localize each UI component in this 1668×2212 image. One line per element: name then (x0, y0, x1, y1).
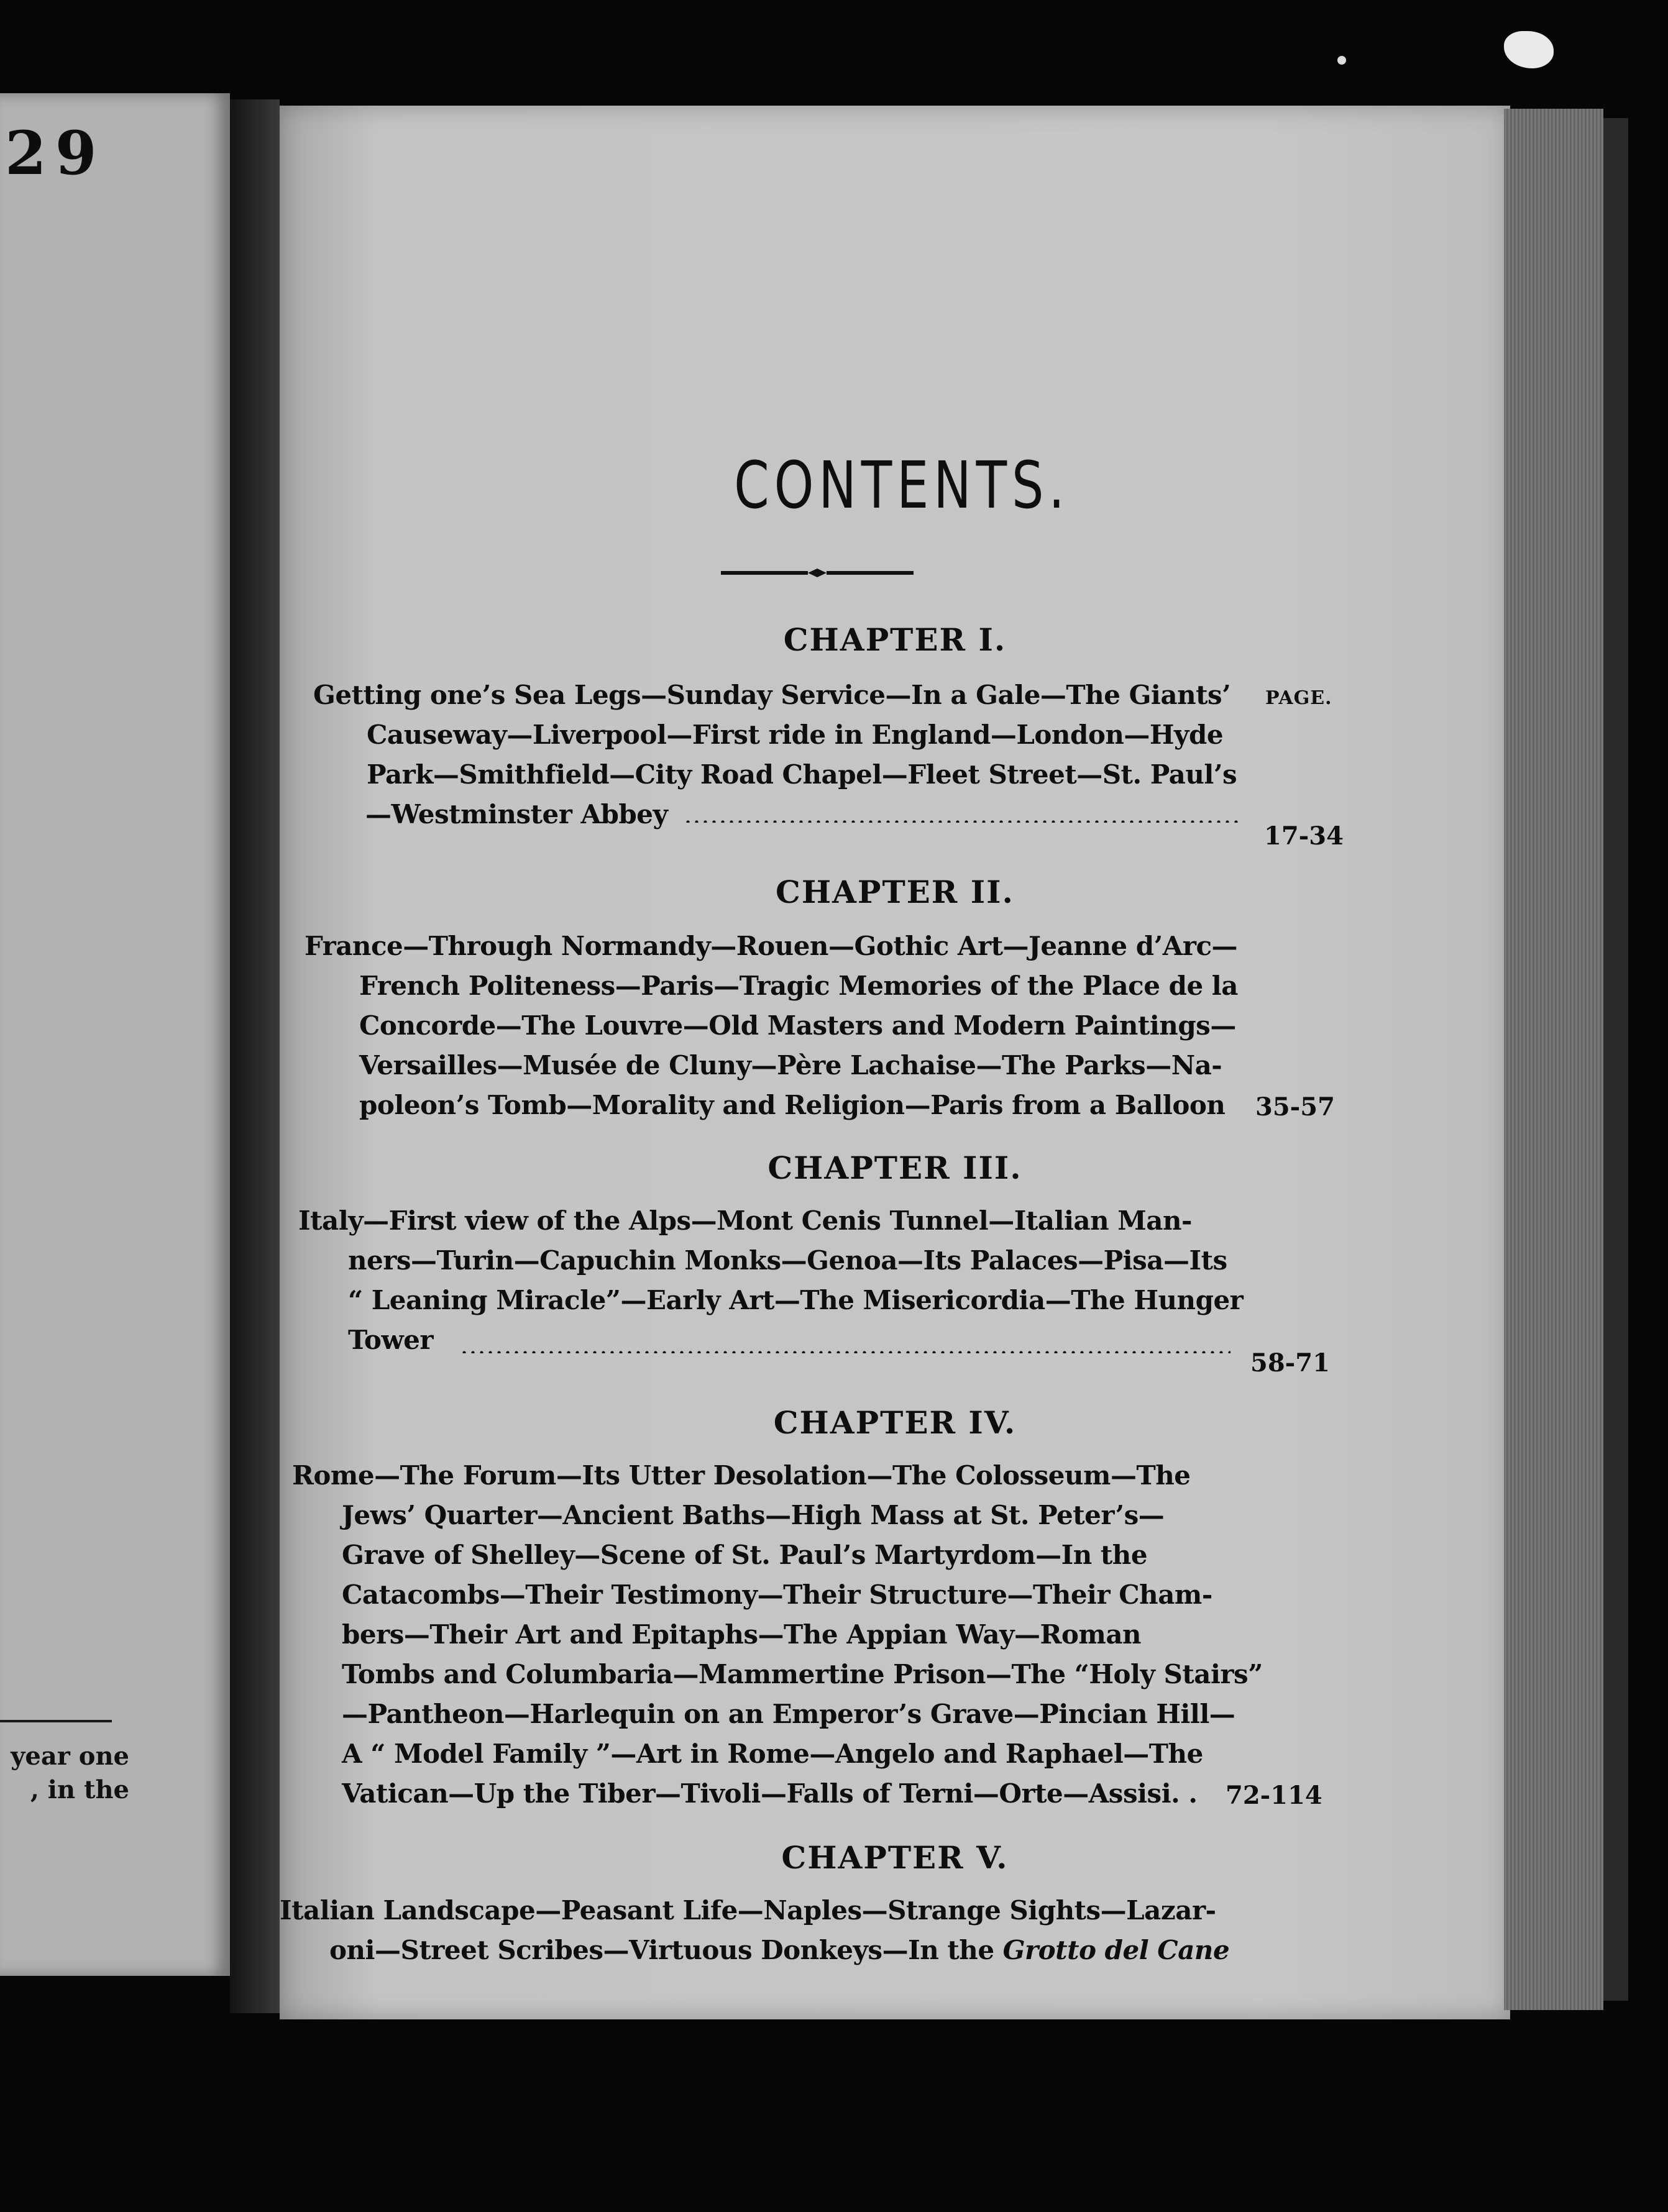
chapter-summary-line: Getting one’s Sea Legs—Sunday Service—In a Gale—The Giants’ (313, 680, 1231, 710)
page-column-label: PAGE. (1265, 687, 1332, 709)
chapter-summary-italic: Grotto del Cane (1002, 1935, 1230, 1965)
left-page-rule (0, 1720, 112, 1722)
scan-speck (1337, 56, 1346, 65)
chapter-summary-line: Versailles—Musée de Cluny—Père Lachaise—The Parks—Na- (359, 1050, 1222, 1081)
chapter-heading: CHAPTER V. (781, 1839, 1009, 1876)
chapter-summary-line: Rome—The Forum—Its Utter Desolation—The Colosseum—The (292, 1460, 1191, 1491)
left-page (0, 93, 230, 1976)
chapter-summary-line: Vatican—Up the Tiber—Tivoli—Falls of Terni—Orte—Assisi. . (342, 1778, 1198, 1809)
chapter-summary-line: poleon’s Tomb—Morality and Religion—Paris from a Balloon (359, 1090, 1226, 1120)
page-range: 72-114 (1226, 1781, 1322, 1810)
chapter-heading: CHAPTER IV. (773, 1404, 1017, 1441)
chapter-summary-line: Grave of Shelley—Scene of St. Paul’s Martyrdom—In the (342, 1540, 1148, 1570)
chapter-heading: CHAPTER II. (776, 874, 1014, 910)
page-range: 58-71 (1250, 1348, 1330, 1378)
chapter-summary-line: “ Leaning Miracle”—Early Art—The Misericordia—The Hunger (348, 1285, 1244, 1315)
left-page-snippet (5, 1740, 129, 1807)
chapter-summary-line: Tower (348, 1325, 433, 1355)
chapter-summary-line: Italian Landscape—Peasant Life—Naples—Strange Sights—Lazar- (280, 1895, 1216, 1926)
chapter-summary-line: Catacombs—Their Testimony—Their Structure—Their Cham- (342, 1579, 1212, 1610)
chapter-summary-text: oni—Street Scribes—Virtuous Donkeys—In the (329, 1935, 1003, 1965)
chapter-summary-line: France—Through Normandy—Rouen—Gothic Art—Jeanne d’Arc— (305, 931, 1238, 961)
page-range: 17-34 (1264, 821, 1344, 851)
chapter-summary-line: Italy—First view of the Alps—Mont Cenis Tunnel—Italian Man- (298, 1205, 1192, 1236)
chapter-summary-line (329, 1935, 1229, 1965)
page-range: 35-57 (1255, 1092, 1335, 1122)
chapter-summary-line: Concorde—The Louvre—Old Masters and Modern Paintings— (359, 1010, 1236, 1041)
chapter-summary-line: A “ Model Family ”—Art in Rome—Angelo and Raphael—The (342, 1739, 1203, 1769)
scan-speck (1504, 31, 1554, 68)
chapter-summary-line: —Pantheon—Harlequin on an Emperor’s Grave—Pincian Hill— (342, 1699, 1235, 1729)
chapter-heading: CHAPTER III. (768, 1149, 1022, 1186)
left-snippet-line: , in the (30, 1775, 129, 1804)
page-edge-shadow (1603, 118, 1628, 2001)
chapter-summary-line: Jews’ Quarter—Ancient Baths—High Mass at St. Peter’s— (342, 1500, 1165, 1530)
chapter-summary-line: Tombs and Columbaria—Mammertine Prison—The “Holy Stairs” (342, 1659, 1263, 1689)
ornament-rule-icon (721, 565, 914, 580)
left-snippet-line: year one (11, 1742, 129, 1771)
dot-leader (460, 1351, 1230, 1353)
chapter-summary-line: bers—Their Art and Epitaphs—The Appian Way—Roman (342, 1619, 1142, 1650)
book-gutter (230, 99, 280, 2013)
dot-leader (684, 820, 1243, 823)
chapter-summary-line: Park—Smithfield—City Road Chapel—Fleet Street—St. Paul’s (367, 759, 1237, 790)
chapter-summary-line: French Politeness—Paris—Tragic Memories of the Place de la (359, 971, 1238, 1001)
chapter-heading: CHAPTER I. (783, 621, 1007, 658)
page-edges (1504, 109, 1603, 2010)
chapter-summary-line: —Westminster Abbey (365, 799, 668, 830)
contents-text (280, 106, 1510, 2019)
left-page-number: 29 (5, 118, 106, 188)
chapter-summary-line: Causeway—Liverpool—First ride in England—London—Hyde (367, 720, 1224, 750)
chapter-summary-line: ners—Turin—Capuchin Monks—Genoa—Its Palaces—Pisa—Its (348, 1245, 1227, 1276)
page-title: CONTENTS. (734, 447, 1070, 523)
